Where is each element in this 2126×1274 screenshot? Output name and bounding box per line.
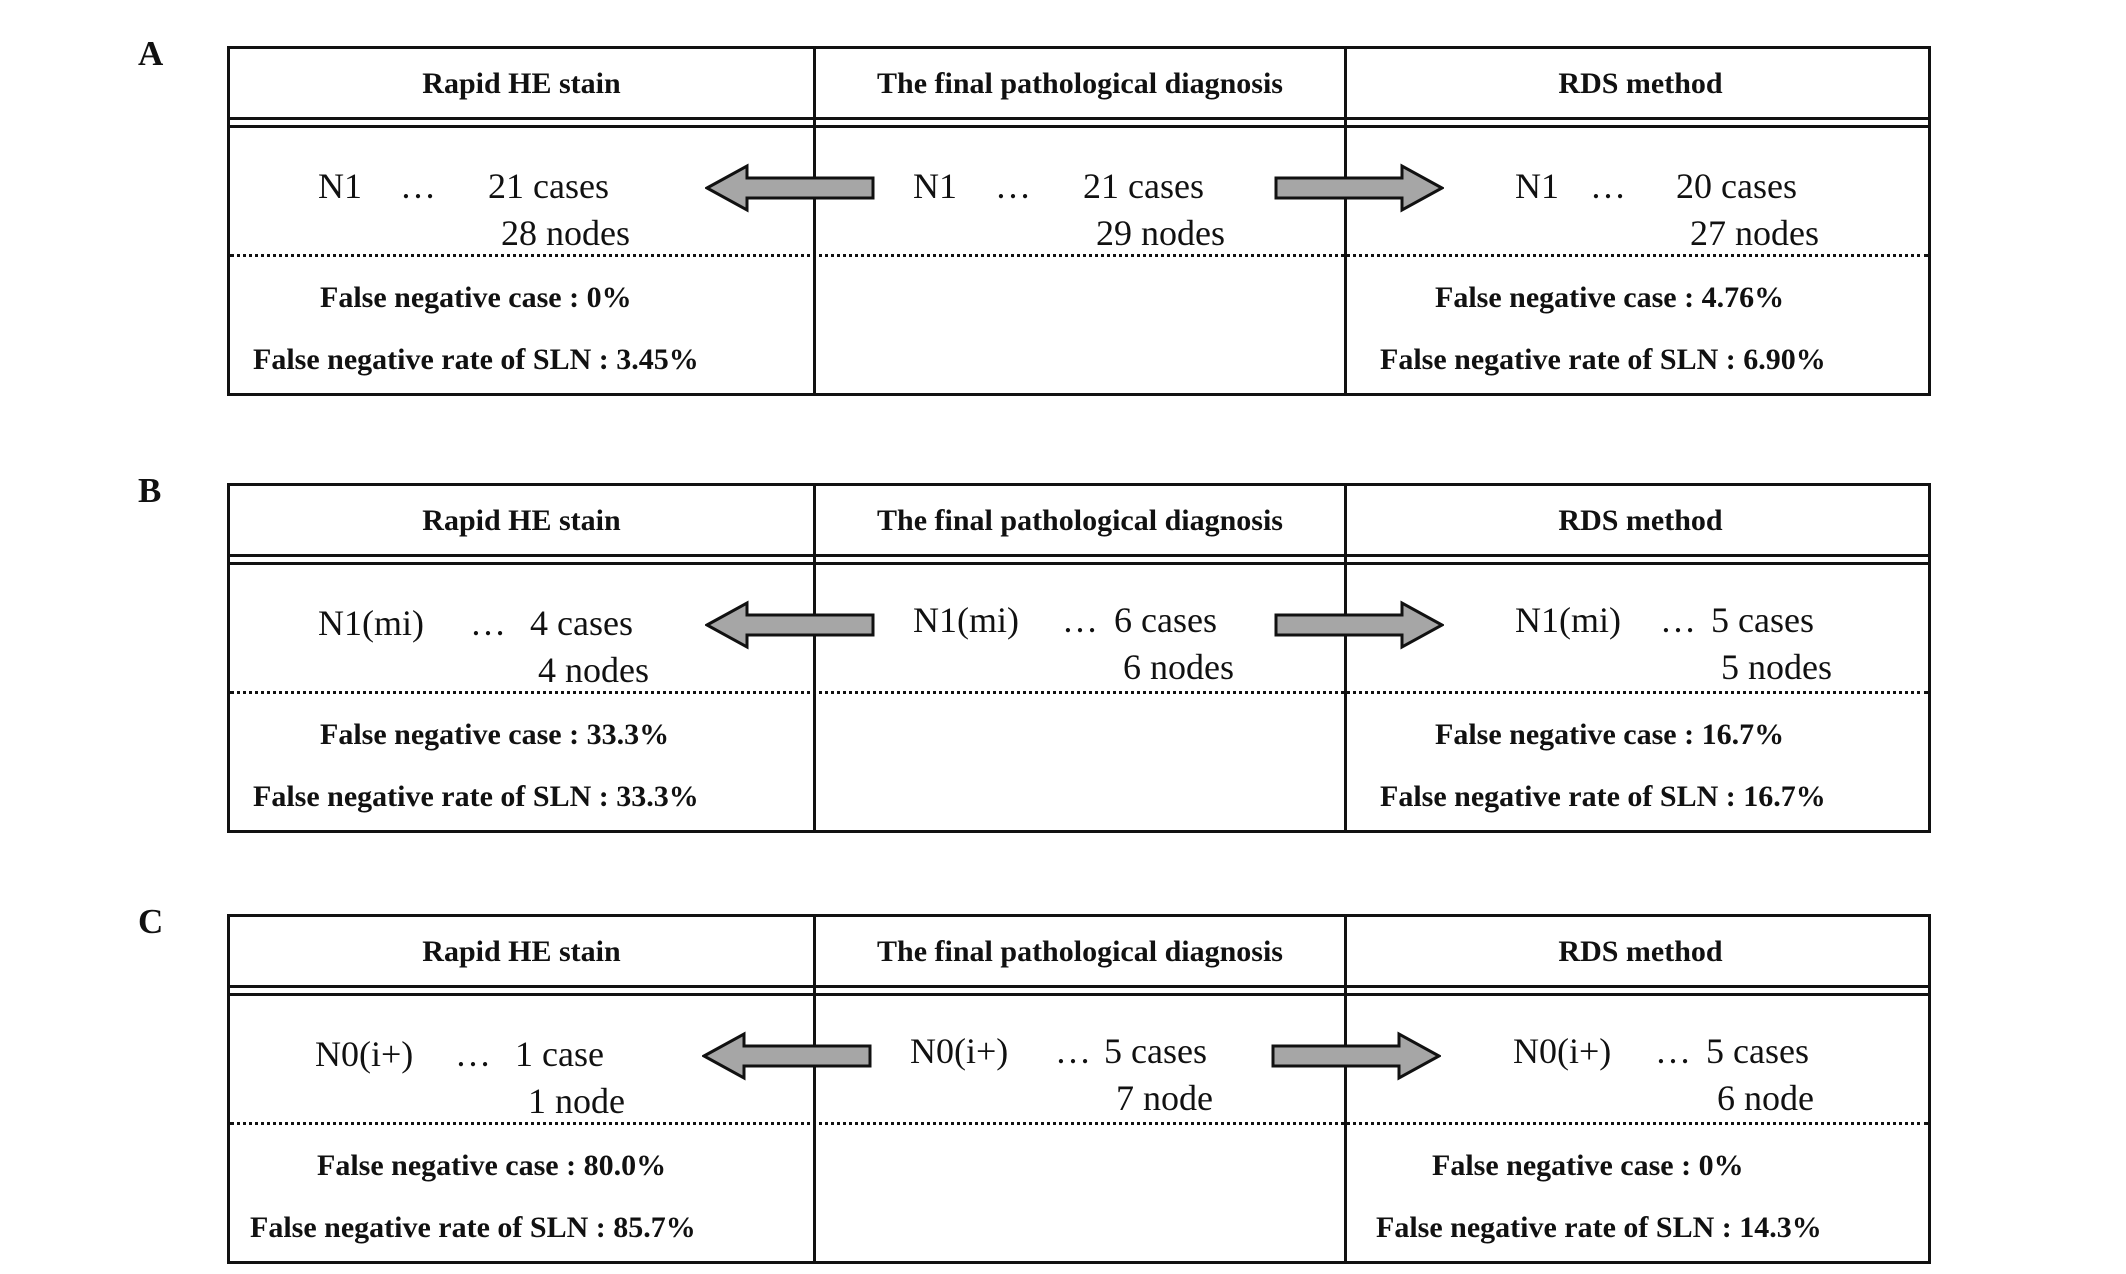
final-nodes: 6 nodes bbox=[1123, 647, 1234, 687]
rds-false-negative-case: False negative case : 0% bbox=[1432, 1149, 1744, 1182]
final-dots: … bbox=[995, 166, 1031, 206]
final-nodes: 29 nodes bbox=[1096, 213, 1225, 253]
rapid-nodes: 28 nodes bbox=[501, 213, 630, 253]
rapid-stage: N1 bbox=[318, 166, 362, 206]
right-arrow-icon bbox=[1274, 600, 1444, 650]
rds-false-negative-rate-sln: False negative rate of SLN : 6.90% bbox=[1380, 343, 1826, 376]
final-stage: N0(i+) bbox=[910, 1031, 1009, 1071]
rapid-false-negative-rate-sln: False negative rate of SLN : 3.45% bbox=[253, 343, 699, 376]
rapid-false-negative-rate-sln: False negative rate of SLN : 33.3% bbox=[253, 780, 699, 813]
header-rds-method: RDS method bbox=[1558, 935, 1723, 968]
comparison-table bbox=[227, 914, 1931, 1264]
header-rds-method: RDS method bbox=[1558, 67, 1723, 100]
comparison-table bbox=[227, 483, 1931, 833]
rapid-false-negative-case: False negative case : 33.3% bbox=[320, 718, 670, 751]
panel-b bbox=[0, 471, 2126, 843]
final-cases: 6 cases bbox=[1114, 600, 1217, 640]
left-arrow-icon bbox=[705, 163, 875, 213]
right-arrow-icon bbox=[1274, 163, 1444, 213]
rds-nodes: 6 node bbox=[1717, 1078, 1814, 1118]
panel-label: B bbox=[138, 471, 162, 510]
rds-dots: … bbox=[1655, 1031, 1691, 1071]
rds-nodes: 27 nodes bbox=[1690, 213, 1819, 253]
rapid-dots: … bbox=[455, 1034, 491, 1074]
rds-cases: 5 cases bbox=[1706, 1031, 1809, 1071]
rapid-false-negative-case: False negative case : 0% bbox=[320, 281, 632, 314]
rapid-nodes: 4 nodes bbox=[538, 650, 649, 690]
header-rapid-he: Rapid HE stain bbox=[422, 504, 621, 537]
header-final-diagnosis: The final pathological diagnosis bbox=[877, 935, 1283, 968]
panel-label: A bbox=[138, 34, 164, 73]
rapid-false-negative-case: False negative case : 80.0% bbox=[317, 1149, 667, 1182]
header-rapid-he: Rapid HE stain bbox=[422, 935, 621, 968]
panel-c bbox=[0, 902, 2126, 1274]
final-cases: 21 cases bbox=[1083, 166, 1204, 206]
final-stage: N1 bbox=[913, 166, 957, 206]
left-arrow-icon bbox=[705, 600, 875, 650]
comparison-table bbox=[227, 46, 1931, 396]
rds-cases: 20 cases bbox=[1676, 166, 1797, 206]
header-final-diagnosis: The final pathological diagnosis bbox=[877, 504, 1283, 537]
dotted-divider bbox=[230, 1122, 1928, 1125]
panel-label: C bbox=[138, 902, 164, 941]
rds-false-negative-rate-sln: False negative rate of SLN : 14.3% bbox=[1376, 1211, 1822, 1244]
final-nodes: 7 node bbox=[1116, 1078, 1213, 1118]
rapid-cases: 4 cases bbox=[530, 603, 633, 643]
rapid-stage: N0(i+) bbox=[315, 1034, 414, 1074]
rds-stage: N1 bbox=[1515, 166, 1559, 206]
right-arrow-icon bbox=[1271, 1031, 1441, 1081]
rapid-nodes: 1 node bbox=[528, 1081, 625, 1121]
rds-false-negative-rate-sln: False negative rate of SLN : 16.7% bbox=[1380, 780, 1826, 813]
dotted-divider bbox=[230, 691, 1928, 694]
panel-a bbox=[0, 34, 2126, 406]
rds-false-negative-case: False negative case : 4.76% bbox=[1435, 281, 1785, 314]
header-rapid-he: Rapid HE stain bbox=[422, 67, 621, 100]
header-final-diagnosis: The final pathological diagnosis bbox=[877, 67, 1283, 100]
rds-stage: N1(mi) bbox=[1515, 600, 1621, 640]
header-rds-method: RDS method bbox=[1558, 504, 1723, 537]
rds-dots: … bbox=[1590, 166, 1626, 206]
rapid-cases: 21 cases bbox=[488, 166, 609, 206]
rapid-dots: … bbox=[470, 603, 506, 643]
left-arrow-icon bbox=[702, 1031, 872, 1081]
rapid-false-negative-rate-sln: False negative rate of SLN : 85.7% bbox=[250, 1211, 696, 1244]
final-stage: N1(mi) bbox=[913, 600, 1019, 640]
final-dots: … bbox=[1062, 600, 1098, 640]
rds-dots: … bbox=[1660, 600, 1696, 640]
rds-nodes: 5 nodes bbox=[1721, 647, 1832, 687]
rds-false-negative-case: False negative case : 16.7% bbox=[1435, 718, 1785, 751]
final-dots: … bbox=[1055, 1031, 1091, 1071]
dotted-divider bbox=[230, 254, 1928, 257]
rapid-dots: … bbox=[400, 166, 436, 206]
final-cases: 5 cases bbox=[1104, 1031, 1207, 1071]
rapid-cases: 1 case bbox=[515, 1034, 604, 1074]
rds-stage: N0(i+) bbox=[1513, 1031, 1612, 1071]
rds-cases: 5 cases bbox=[1711, 600, 1814, 640]
rapid-stage: N1(mi) bbox=[318, 603, 424, 643]
